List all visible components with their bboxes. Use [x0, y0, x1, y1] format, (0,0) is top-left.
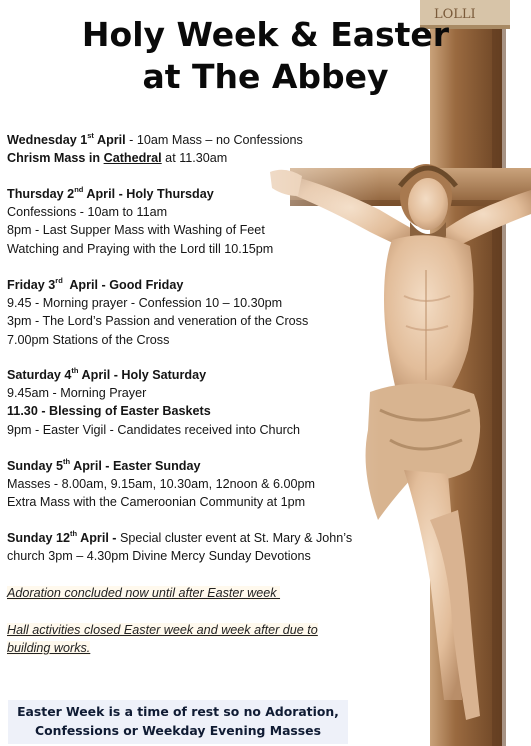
hall-notice-line-2: building works.	[7, 641, 91, 655]
chrism-mass-time: at 11.30am	[161, 151, 228, 166]
sunday-heading-sup: th	[63, 456, 71, 466]
thursday-line: Watching and Praying with the Lord till 10.15pm	[7, 241, 274, 256]
thursday-heading-rest: April - Holy Thursday	[83, 187, 214, 201]
cathedral-link[interactable]: Cathedral	[103, 151, 162, 166]
sunday-line: Extra Mass with the Cameroonian Community at 1pm	[7, 495, 306, 510]
sunday12-heading-rest: Special cluster event at St. Mary & John’s	[120, 531, 353, 545]
wednesday-heading-rest: - 10am Mass – no Confessions	[125, 133, 303, 147]
saturday-line: 9pm - Easter Vigil - Candidates received into Church	[7, 422, 301, 437]
saturday-section	[7, 366, 300, 439]
wednesday-heading-month: April	[93, 133, 126, 147]
saturday-heading-day: Saturday 4	[7, 368, 72, 382]
footer-notice	[8, 702, 348, 740]
title-line-2: at The Abbey	[142, 57, 389, 96]
footer-line-1: Easter Week is a time of rest so no Adoration,	[17, 704, 339, 719]
friday-section	[7, 276, 308, 349]
blessing-baskets-line: 11.30 - Blessing of Easter Baskets	[7, 404, 211, 419]
friday-line: 7.00pm Stations of the Cross	[7, 332, 170, 347]
sunday12-heading-sup: th	[70, 528, 78, 538]
title-line-1: Holy Week & Easter	[81, 15, 450, 54]
thursday-line: 8pm - Last Supper Mass with Washing of Feet	[7, 223, 265, 238]
saturday-heading-sup: th	[71, 365, 79, 375]
sunday-line: Masses - 8.00am, 9.15am, 10.30am, 12noon & 6.00pm	[7, 477, 316, 492]
adoration-notice	[7, 584, 280, 602]
svg-text:LOLLI: LOLLI	[434, 7, 476, 22]
sunday-12-section	[7, 529, 352, 565]
footer-line-2: Confessions or Weekday Evening Masses	[35, 723, 321, 738]
friday-heading-sup: rd	[55, 275, 63, 285]
wednesday-section	[7, 131, 303, 167]
thursday-section	[7, 185, 273, 258]
friday-line: 3pm - The Lord’s Passion and veneration of the Cross	[7, 314, 309, 329]
thursday-heading-sup: nd	[74, 184, 84, 194]
chrism-mass-label: Chrism Mass in	[7, 151, 104, 166]
sunday12-line: church 3pm – 4.30pm Divine Mercy Sunday Devotions	[7, 549, 311, 564]
saturday-line: 9.45am - Morning Prayer	[7, 386, 147, 401]
wednesday-heading-sup: st	[87, 130, 94, 140]
adoration-notice-text: Adoration concluded now until after Easter week	[7, 586, 281, 600]
thursday-heading-day: Thursday 2	[7, 187, 75, 201]
wednesday-heading-day: Wednesday 1	[7, 133, 88, 147]
friday-line: 9.45 - Morning prayer - Confession 10 – 10.30pm	[7, 296, 283, 311]
page-title	[0, 14, 531, 98]
friday-heading-rest: April - Good Friday	[62, 278, 184, 292]
thursday-line: Confessions - 10am to 11am	[7, 205, 168, 220]
sunday-heading-day: Sunday 5	[7, 459, 63, 473]
sunday12-heading-month: April -	[77, 531, 121, 545]
sunday12-heading-day: Sunday 12	[7, 531, 70, 545]
sunday-heading-rest: April - Easter Sunday	[70, 459, 201, 473]
friday-heading-day: Friday 3	[7, 278, 56, 292]
easter-sunday-section	[7, 457, 315, 512]
saturday-heading-rest: April - Holy Saturday	[78, 368, 207, 382]
hall-activities-notice	[7, 621, 318, 657]
hall-notice-line-1: Hall activities closed Easter week and week after due to	[7, 623, 318, 637]
